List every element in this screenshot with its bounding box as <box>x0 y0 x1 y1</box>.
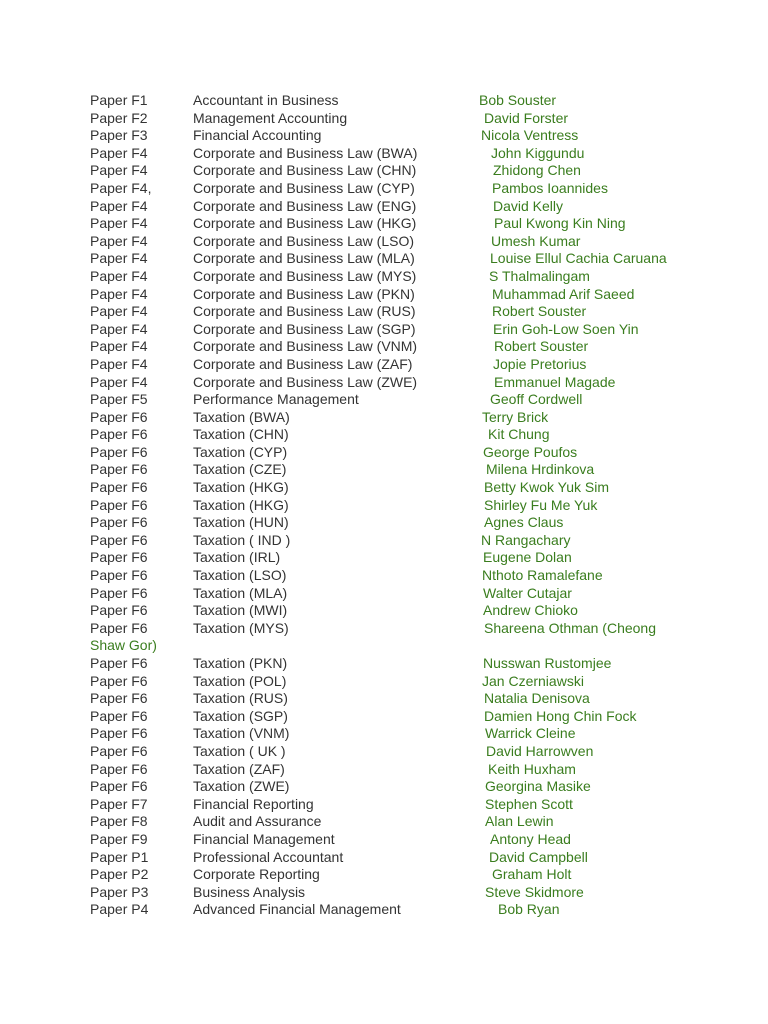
author-name: John Kiggundu <box>491 144 585 161</box>
paper-code: Paper F4 <box>90 232 148 249</box>
list-item <box>90 743 730 761</box>
paper-code: Paper F4, <box>90 179 152 196</box>
author-name: Alan Lewin <box>485 813 554 830</box>
list-item <box>90 286 730 304</box>
paper-code: Paper F4 <box>90 215 148 232</box>
list-item <box>90 849 730 867</box>
author-name: Georgina Masike <box>485 778 591 795</box>
paper-subject: Taxation (ZWE) <box>193 778 290 795</box>
list-item <box>90 761 730 779</box>
paper-subject: Taxation ( UK ) <box>193 742 286 759</box>
list-item <box>90 444 730 462</box>
author-name: Nusswan Rustomjee <box>483 655 612 671</box>
paper-code: Paper F6 <box>90 672 148 689</box>
paper-subject: Performance Management <box>193 391 359 408</box>
author-name: Damien Hong Chin Fock <box>484 707 637 724</box>
author-name: Antony Head <box>490 830 571 847</box>
paper-subject: Corporate Reporting <box>193 866 320 883</box>
list-item <box>90 233 730 251</box>
paper-code: Paper F4 <box>90 162 148 179</box>
author-name: Paul Kwong Kin Ning <box>494 215 626 232</box>
paper-subject: Taxation (HKG) <box>193 496 289 513</box>
paper-code: Paper F6 <box>90 426 148 443</box>
list-item <box>90 813 730 831</box>
paper-subject: Corporate and Business Law (BWA) <box>193 144 418 161</box>
list-item <box>90 549 730 567</box>
paper-subject: Taxation (CYP) <box>193 443 288 460</box>
paper-code: Paper F7 <box>90 795 148 812</box>
paper-subject: Corporate and Business Law (MLA) <box>193 250 415 267</box>
list-item <box>90 585 730 603</box>
paper-code: Paper F6 <box>90 725 148 742</box>
author-name: Robert Souster <box>492 303 587 320</box>
paper-code: Paper F6 <box>90 602 148 619</box>
list-item <box>90 497 730 515</box>
list-item <box>90 110 730 128</box>
paper-code: Paper F4 <box>90 267 148 284</box>
paper-subject: Taxation (MWI) <box>193 602 288 619</box>
paper-subject: Management Accounting <box>193 109 348 126</box>
paper-code: Paper F6 <box>90 408 148 425</box>
list-item <box>90 514 730 532</box>
list-item <box>90 461 730 479</box>
list-item <box>90 602 730 620</box>
list-item <box>90 92 730 110</box>
author-name: Stephen Scott <box>485 795 573 812</box>
paper-subject: Corporate and Business Law (SGP) <box>193 320 416 337</box>
list-item <box>90 321 730 339</box>
author-name-continuation: Shaw Gor) <box>90 637 157 654</box>
list-item <box>90 180 730 198</box>
paper-subject: Taxation (VNM) <box>193 725 290 742</box>
paper-code: Paper F4 <box>90 303 148 320</box>
paper-code: Paper F6 <box>90 655 148 671</box>
paper-subject: Corporate and Business Law (RUS) <box>193 303 416 320</box>
paper-code: Paper F5 <box>90 391 148 408</box>
paper-subject: Taxation (CZE) <box>193 461 287 478</box>
author-name: S Thalmalingam <box>489 267 590 284</box>
paper-subject: Corporate and Business Law (ENG) <box>193 197 417 214</box>
paper-code: Paper F6 <box>90 496 148 513</box>
paper-subject: Financial Accounting <box>193 127 322 144</box>
paper-subject: Business Analysis <box>193 883 306 900</box>
author-name: N Rangachary <box>481 531 571 548</box>
paper-code: Paper P1 <box>90 848 149 865</box>
list-item <box>90 162 730 180</box>
paper-code: Paper F6 <box>90 707 148 724</box>
author-name: David Kelly <box>493 197 564 214</box>
list-item <box>90 778 730 796</box>
list-item <box>90 198 730 216</box>
author-name: Bob Ryan <box>498 901 560 918</box>
list-item <box>90 725 730 743</box>
paper-code: Paper F4 <box>90 355 148 372</box>
list-item <box>90 374 730 392</box>
list-item <box>90 831 730 849</box>
list-item <box>90 250 730 268</box>
paper-subject: Taxation ( IND ) <box>193 531 291 548</box>
paper-code: Paper F6 <box>90 461 148 478</box>
list-item <box>90 303 730 321</box>
paper-code: Paper F4 <box>90 250 148 267</box>
paper-subject: Financial Management <box>193 830 335 847</box>
paper-subject: Taxation (BWA) <box>193 408 290 425</box>
author-name: David Harrowven <box>486 742 594 759</box>
list-item <box>90 356 730 374</box>
author-name: David Campbell <box>489 848 588 865</box>
list-item <box>90 620 730 638</box>
paper-subject: Taxation (HKG) <box>193 479 289 496</box>
author-name: Graham Holt <box>492 866 572 883</box>
author-name: Robert Souster <box>494 338 589 355</box>
paper-subject: Corporate and Business Law (VNM) <box>193 338 418 355</box>
paper-code: Paper F6 <box>90 760 148 777</box>
paper-code: Paper F4 <box>90 320 148 337</box>
list-item <box>90 708 730 726</box>
author-name: Louise Ellul Cachia Caruana <box>490 250 667 267</box>
list-item <box>90 409 730 427</box>
author-name: Shareena Othman (Cheong <box>484 619 656 636</box>
author-name: Steve Skidmore <box>485 883 584 900</box>
paper-code: Paper F6 <box>90 531 148 548</box>
paper-code: Paper F6 <box>90 742 148 759</box>
list-item <box>90 145 730 163</box>
paper-subject: Corporate and Business Law (ZWE) <box>193 373 418 390</box>
paper-subject: Corporate and Business Law (HKG) <box>193 215 417 232</box>
list-item <box>90 426 730 444</box>
list-item <box>90 338 730 356</box>
paper-code: Paper F4 <box>90 144 148 161</box>
list-item <box>90 268 730 286</box>
author-name: Geoff Cordwell <box>490 391 583 408</box>
author-name: Jopie Pretorius <box>493 355 587 372</box>
author-name: Jan Czerniawski <box>482 672 584 689</box>
paper-code: Paper F8 <box>90 813 148 830</box>
list-item <box>90 215 730 233</box>
paper-code: Paper F6 <box>90 443 148 460</box>
paper-code: Paper F6 <box>90 479 148 496</box>
author-name: David Forster <box>484 109 569 126</box>
author-name: Walter Cutajar <box>483 584 572 601</box>
author-name: George Poufos <box>483 443 578 460</box>
author-name: Shirley Fu Me Yuk <box>484 496 598 513</box>
list-item <box>90 567 730 585</box>
paper-subject: Taxation (LSO) <box>193 567 287 584</box>
paper-subject: Taxation (CHN) <box>193 426 289 443</box>
list-item <box>90 532 730 550</box>
author-name: Muhammad Arif Saeed <box>492 285 635 302</box>
paper-subject: Taxation (POL) <box>193 672 287 689</box>
author-name: Pambos Ioannides <box>492 179 608 196</box>
paper-subject: Taxation (ZAF) <box>193 760 285 777</box>
author-name: Natalia Denisova <box>484 690 590 707</box>
paper-subject: Financial Reporting <box>193 795 314 812</box>
paper-author-list <box>90 92 730 919</box>
paper-code: Paper F6 <box>90 584 148 601</box>
author-name: Warrick Cleine <box>485 725 576 742</box>
paper-code: Paper F2 <box>90 109 148 126</box>
paper-code: Paper F4 <box>90 338 148 355</box>
paper-code: Paper F4 <box>90 373 148 390</box>
list-item <box>90 127 730 145</box>
author-name: Erin Goh-Low Soen Yin <box>493 320 639 337</box>
author-name: Zhidong Chen <box>493 162 581 179</box>
paper-subject: Professional Accountant <box>193 848 344 865</box>
paper-code: Paper F6 <box>90 619 148 636</box>
author-name: Kit Chung <box>488 426 550 443</box>
paper-subject: Corporate and Business Law (ZAF) <box>193 355 413 372</box>
paper-code: Paper F6 <box>90 567 148 584</box>
author-name: Umesh Kumar <box>491 232 581 249</box>
paper-subject: Taxation (PKN) <box>193 655 288 671</box>
list-item <box>90 391 730 409</box>
paper-code: Paper F3 <box>90 127 148 144</box>
author-name: Keith Huxham <box>488 760 576 777</box>
paper-code: Paper F1 <box>90 92 148 108</box>
paper-subject: Corporate and Business Law (MYS) <box>193 267 417 284</box>
paper-subject: Taxation (MYS) <box>193 619 289 636</box>
paper-subject: Accountant in Business <box>193 92 339 108</box>
paper-subject: Advanced Financial Management <box>193 901 401 918</box>
paper-code: Paper F6 <box>90 549 148 566</box>
paper-code: Paper F6 <box>90 690 148 707</box>
paper-subject: Corporate and Business Law (CHN) <box>193 162 417 179</box>
list-item <box>90 673 730 691</box>
paper-code: Paper F6 <box>90 514 148 531</box>
list-item <box>90 901 730 919</box>
paper-subject: Corporate and Business Law (PKN) <box>193 285 415 302</box>
list-item <box>90 866 730 884</box>
list-item <box>90 884 730 902</box>
paper-code: Paper F9 <box>90 830 148 847</box>
list-item <box>90 690 730 708</box>
paper-subject: Corporate and Business Law (CYP) <box>193 179 415 196</box>
list-item <box>90 796 730 814</box>
list-item <box>90 479 730 497</box>
paper-subject: Corporate and Business Law (LSO) <box>193 232 414 249</box>
paper-subject: Taxation (MLA) <box>193 584 288 601</box>
paper-subject: Taxation (SGP) <box>193 707 288 724</box>
author-name: Agnes Claus <box>484 514 564 531</box>
author-name: Andrew Chioko <box>483 602 578 619</box>
paper-subject: Taxation (IRL) <box>193 549 281 566</box>
author-name: Nthoto Ramalefane <box>482 567 603 584</box>
author-name: Nicola Ventress <box>481 127 579 144</box>
author-name: Emmanuel Magade <box>494 373 616 390</box>
list-item <box>90 637 730 655</box>
paper-subject: Audit and Assurance <box>193 813 322 830</box>
paper-subject: Taxation (RUS) <box>193 690 288 707</box>
list-item <box>90 655 730 673</box>
paper-code: Paper F4 <box>90 197 148 214</box>
paper-subject: Taxation (HUN) <box>193 514 289 531</box>
author-name: Milena Hrdinkova <box>486 461 595 478</box>
author-name: Betty Kwok Yuk Sim <box>484 479 610 496</box>
paper-code: Paper P4 <box>90 901 149 918</box>
paper-code: Paper F4 <box>90 285 148 302</box>
author-name: Eugene Dolan <box>483 549 572 566</box>
paper-code: Paper P2 <box>90 866 149 883</box>
paper-code: Paper F6 <box>90 778 148 795</box>
author-name: Terry Brick <box>482 408 549 425</box>
paper-code: Paper P3 <box>90 883 149 900</box>
author-name: Bob Souster <box>479 92 557 108</box>
